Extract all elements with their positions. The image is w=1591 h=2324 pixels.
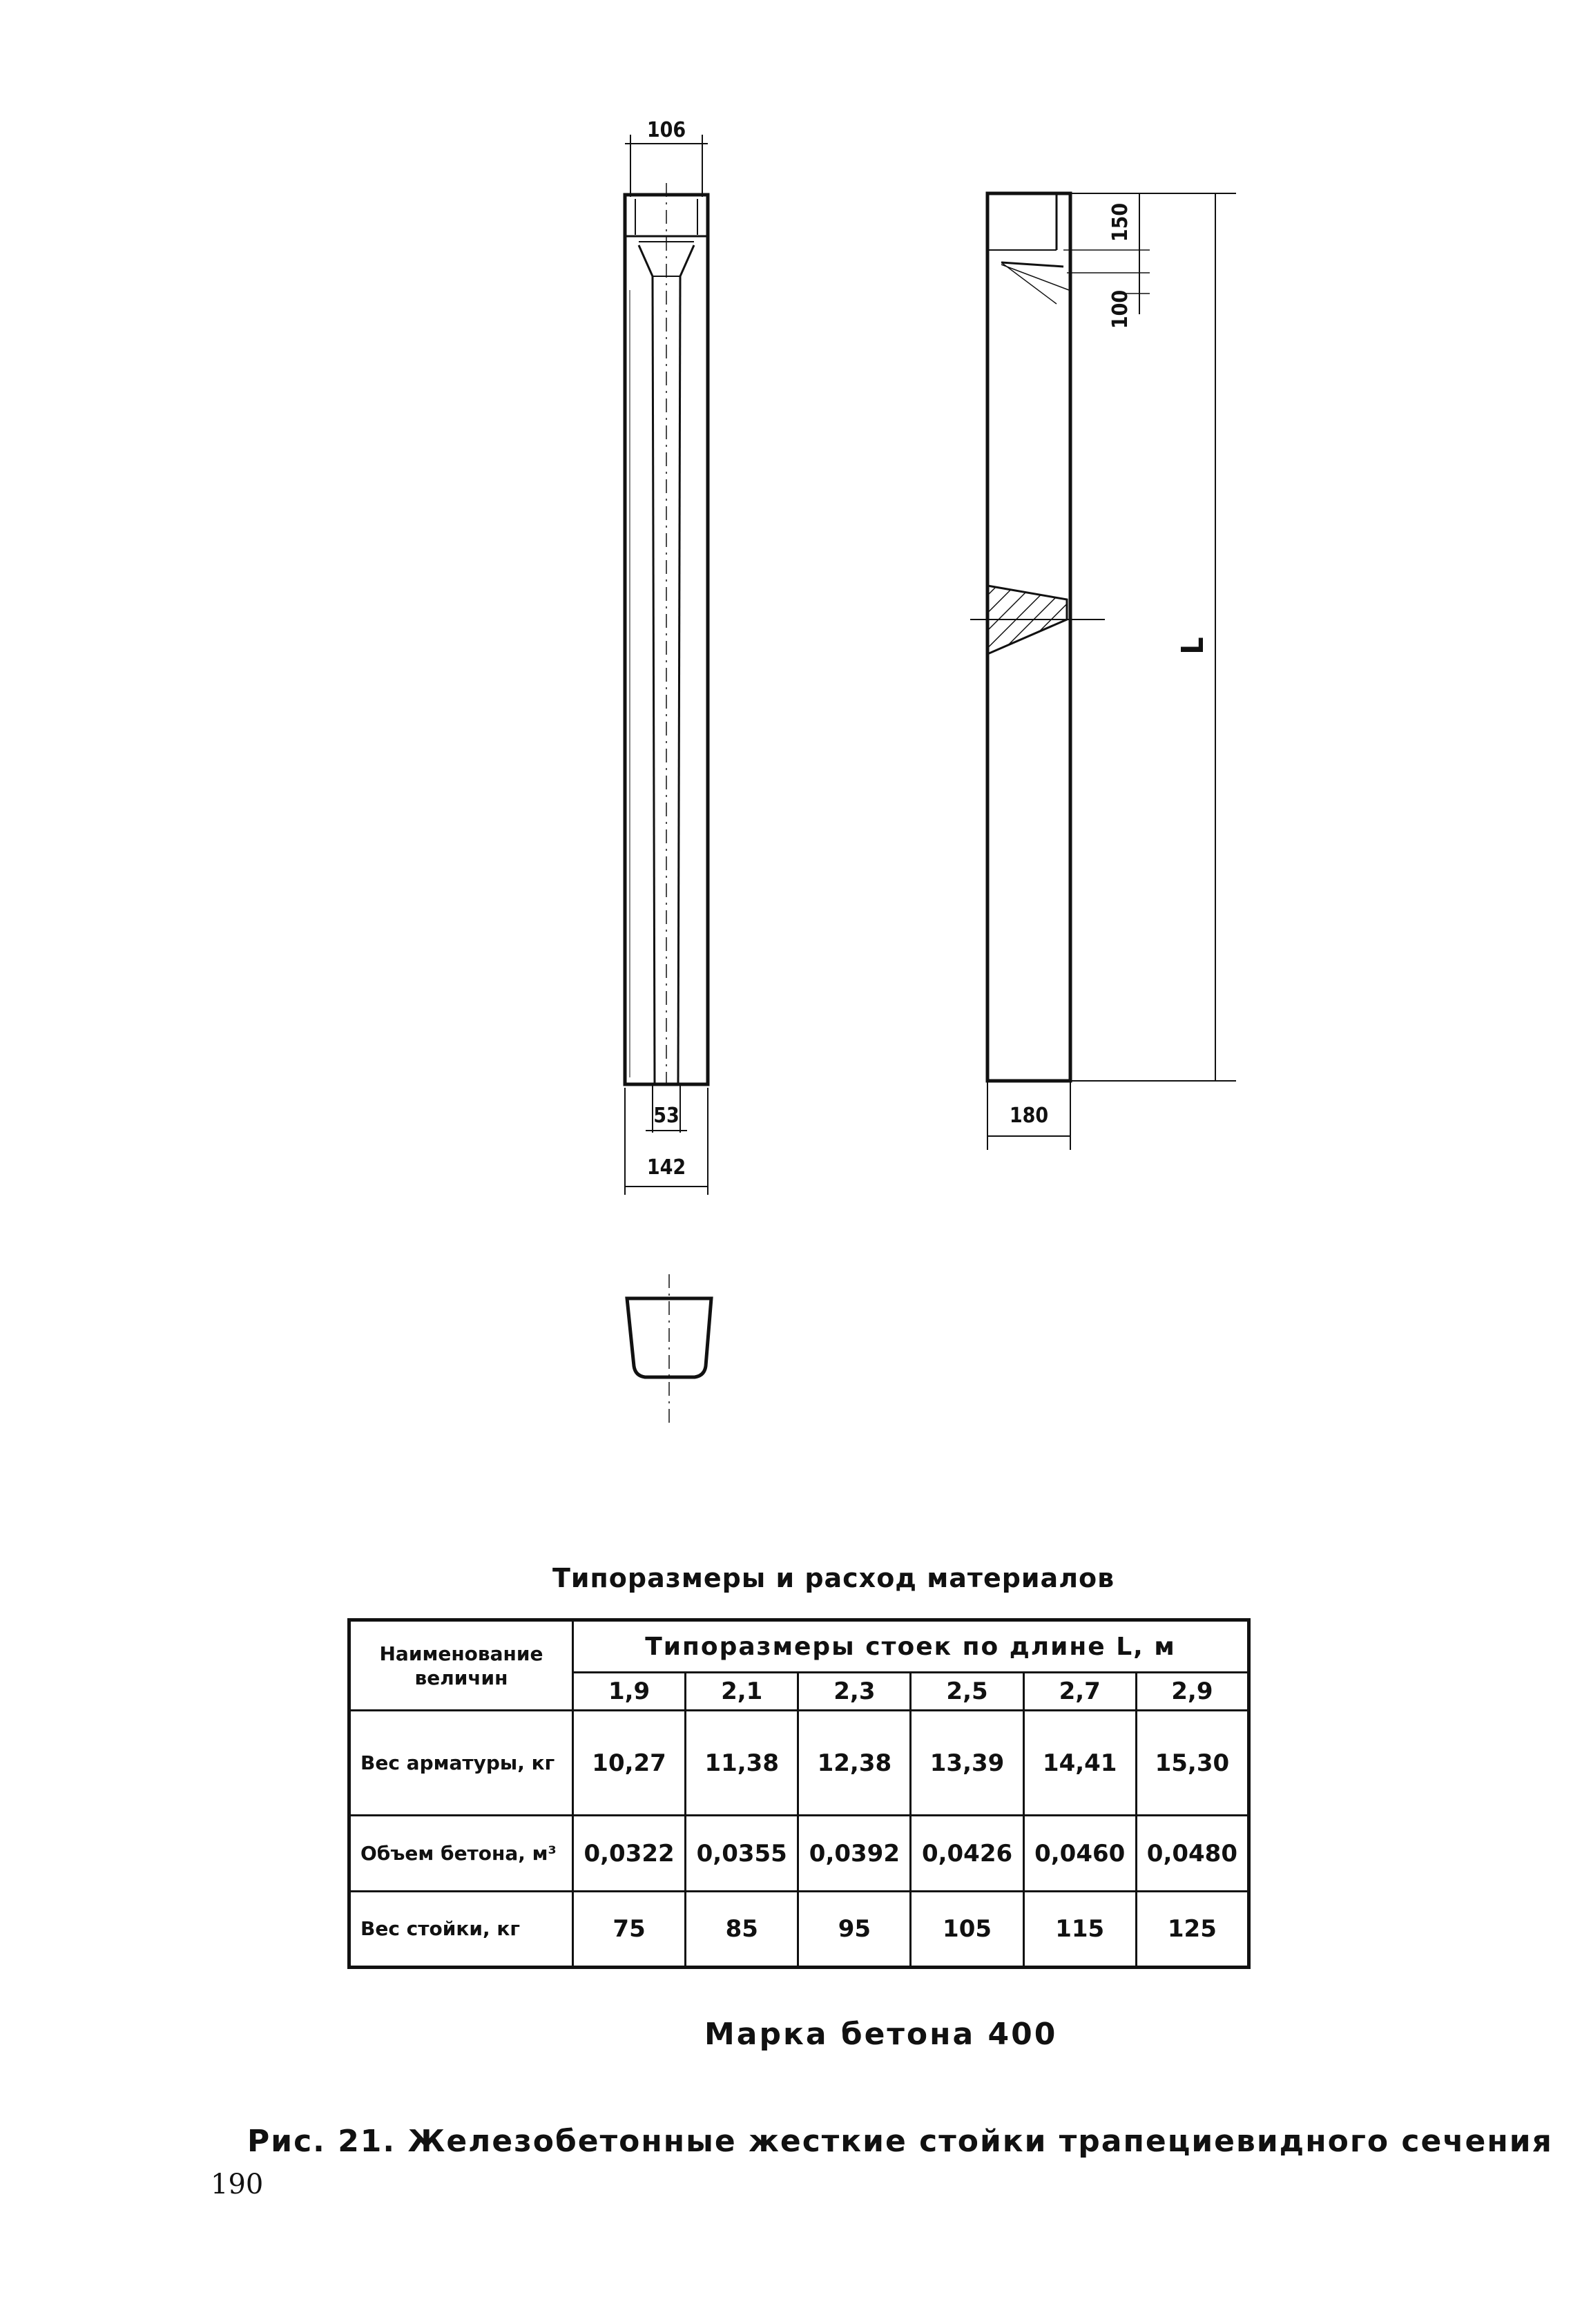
row-label: Объем бетона, м³ bbox=[349, 1816, 573, 1892]
table-cell: 0,0355 bbox=[686, 1816, 798, 1892]
table-cell: 75 bbox=[573, 1892, 686, 1968]
table-row bbox=[349, 1711, 1249, 1816]
materials-table bbox=[347, 1618, 1251, 1969]
row-label: Вес стойки, кг bbox=[349, 1892, 573, 1968]
dim-bottom-width-label: 142 bbox=[646, 1155, 686, 1180]
dim-head-height-label: 150 bbox=[1108, 202, 1132, 242]
table-cell: 0,0480 bbox=[1136, 1816, 1248, 1892]
size-header: 2,1 bbox=[686, 1673, 798, 1711]
dim-groove-width-label: 53 bbox=[653, 1104, 679, 1128]
table-cell: 13,39 bbox=[911, 1711, 1023, 1816]
figure-caption: Рис. 21. Железобетонные жесткие стойки трапециевидного сечения bbox=[247, 2124, 1553, 2159]
table-cell: 105 bbox=[911, 1892, 1023, 1968]
table-row bbox=[349, 1892, 1249, 1968]
table-row bbox=[349, 1816, 1249, 1892]
concrete-grade: Марка бетона 400 bbox=[704, 2017, 1058, 2052]
table-title: Типоразмеры и расход материалов bbox=[552, 1563, 1115, 1593]
table-cell: 0,0322 bbox=[573, 1816, 686, 1892]
name-column-header: Наименование величин bbox=[349, 1620, 573, 1711]
dim-top-width-label: 106 bbox=[646, 118, 686, 142]
table-cell: 0,0392 bbox=[798, 1816, 911, 1892]
table-cell: 12,38 bbox=[798, 1711, 911, 1816]
table-cell: 125 bbox=[1136, 1892, 1248, 1968]
table-cell: 0,0460 bbox=[1023, 1816, 1136, 1892]
table-cell: 10,27 bbox=[573, 1711, 686, 1816]
table-cell: 15,30 bbox=[1136, 1711, 1248, 1816]
size-header: 1,9 bbox=[573, 1673, 686, 1711]
table-cell: 14,41 bbox=[1023, 1711, 1136, 1816]
side-section-hatch bbox=[970, 586, 1105, 654]
dim-side-width-label: 180 bbox=[1009, 1104, 1049, 1128]
table-cell: 11,38 bbox=[686, 1711, 798, 1816]
page-number: 190 bbox=[211, 2169, 264, 2200]
dim-length-label: L bbox=[1175, 637, 1211, 655]
table-cell: 85 bbox=[686, 1892, 798, 1968]
table-cell: 0,0426 bbox=[911, 1816, 1023, 1892]
size-header: 2,3 bbox=[798, 1673, 911, 1711]
front-view bbox=[625, 183, 708, 1088]
table-cell: 95 bbox=[798, 1892, 911, 1968]
size-header: 2,7 bbox=[1023, 1673, 1136, 1711]
dim-taper-height-label: 100 bbox=[1108, 289, 1132, 329]
size-header: 2,9 bbox=[1136, 1673, 1248, 1711]
size-header: 2,5 bbox=[911, 1673, 1023, 1711]
table-cell: 115 bbox=[1023, 1892, 1136, 1968]
sizes-group-header: Типоразмеры стоек по длине L, м bbox=[573, 1620, 1249, 1673]
cross-section bbox=[627, 1274, 711, 1423]
row-label: Вес арматуры, кг bbox=[349, 1711, 573, 1816]
